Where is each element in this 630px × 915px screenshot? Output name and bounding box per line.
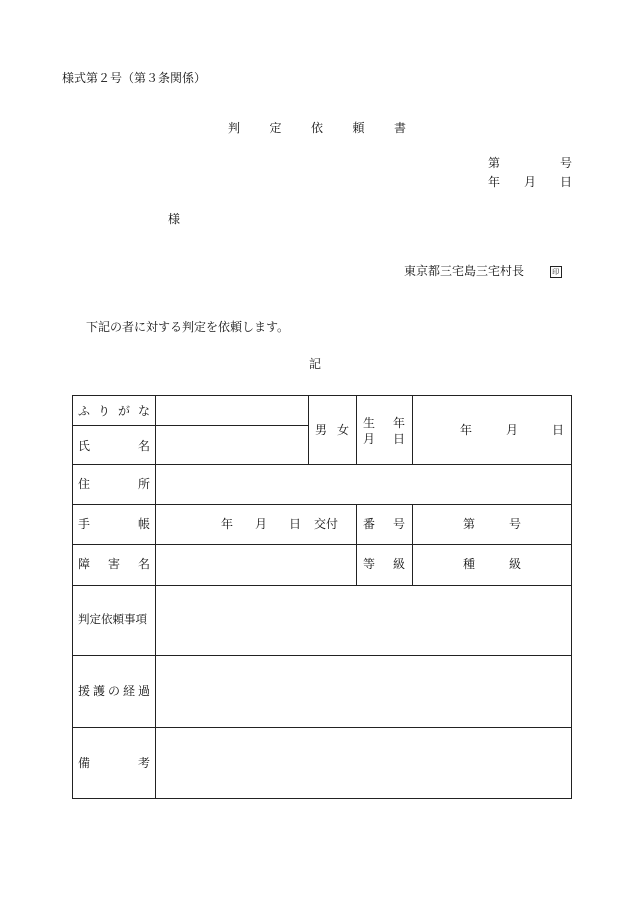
label-number (363, 518, 405, 530)
label-char: り (97, 404, 110, 418)
label-char: 備 (78, 756, 91, 770)
label-char: 手 (78, 517, 91, 531)
label-support-history (78, 685, 150, 697)
grade-value-field (463, 558, 521, 570)
ki-label: 記 (309, 357, 322, 371)
label-techo (78, 518, 150, 530)
date-day: 日 (288, 517, 301, 531)
label-name (78, 440, 150, 452)
label-char: 経 (122, 684, 135, 698)
table-border (73, 396, 572, 799)
reference-dai: 第 (488, 156, 501, 170)
number-dai: 第 (463, 517, 476, 531)
label-furigana (78, 405, 150, 417)
title-char: 書 (393, 121, 406, 135)
grade-type: 種 (463, 557, 476, 571)
label-char: 過 (137, 684, 150, 698)
label-char: 護 (92, 684, 105, 698)
label-char: が (117, 404, 130, 418)
label-char: な (137, 404, 150, 418)
label-char: 住 (78, 477, 91, 491)
label-address (78, 478, 150, 490)
label-grade (363, 558, 405, 570)
label-char: の (107, 684, 120, 698)
title-char: 依 (310, 121, 323, 135)
date-month: 月 (523, 175, 536, 189)
label-char: 帳 (137, 517, 150, 531)
date-year: 年 (488, 175, 501, 189)
label-char: 所 (137, 477, 150, 491)
issue-date-field (221, 518, 301, 530)
title-char: 頼 (352, 121, 365, 135)
date-day: 日 (559, 175, 572, 189)
label-char: 名 (137, 439, 150, 453)
label-birth-bottom (363, 433, 405, 445)
label-char: 害 (107, 557, 120, 571)
date-year: 年 (460, 423, 473, 437)
label-request-item: 判定依頼事項 (78, 612, 147, 626)
label-char: 年 (392, 416, 405, 430)
number-gou: 号 (508, 517, 521, 531)
body-text: 下記の者に対する判定を依頼します。 (86, 320, 290, 334)
number-value-field (463, 518, 521, 530)
birth-date-field (460, 424, 564, 436)
label-char: 日 (392, 432, 405, 446)
title-char: 判 (228, 121, 241, 135)
sender-name: 東京都三宅島三宅村長 (404, 264, 525, 278)
label-disability (78, 558, 150, 570)
label-char: 月 (363, 432, 376, 446)
label-birth-top (363, 417, 405, 429)
label-char: 号 (392, 517, 405, 531)
label-sex (315, 424, 349, 436)
label-char: 考 (137, 756, 150, 770)
label-char: 障 (78, 557, 91, 571)
label-char: ふ (78, 404, 91, 418)
addressee-sama: 様 (168, 212, 181, 226)
label-remarks (78, 757, 150, 769)
reference-gou: 号 (559, 156, 572, 170)
date-month: 月 (254, 517, 267, 531)
date-day: 日 (551, 423, 564, 437)
label-char: 生 (363, 416, 376, 430)
grade-level: 級 (508, 557, 521, 571)
label-char: 名 (137, 557, 150, 571)
title-char: 定 (269, 121, 282, 135)
date-month: 月 (505, 423, 518, 437)
form-number-label: 様式第２号（第３条関係） (62, 71, 207, 85)
label-char: 級 (392, 557, 405, 571)
seal-stamp: 印 (550, 266, 562, 278)
sex-female: 女 (336, 423, 349, 437)
label-char: 援 (78, 684, 91, 698)
label-char: 番 (363, 517, 376, 531)
sex-male: 男 (315, 423, 328, 437)
label-char: 氏 (78, 439, 91, 453)
label-char: 等 (363, 557, 376, 571)
issued-label: 交付 (314, 517, 339, 531)
date-year: 年 (221, 517, 234, 531)
